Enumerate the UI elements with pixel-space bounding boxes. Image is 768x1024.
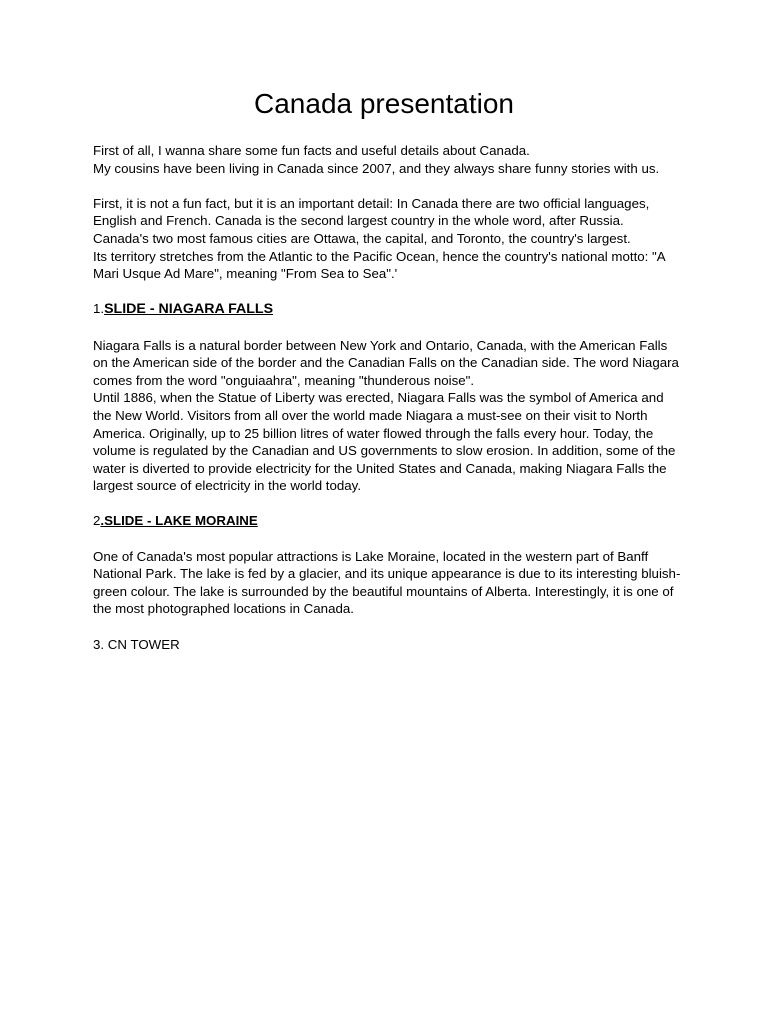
slide-2-label: .SLIDE - LAKE MORAINE (100, 513, 258, 529)
intro-line-1: First of all, I wanna share some fun facts and useful details about Canada. (93, 143, 530, 158)
slide-1-number: 1. (93, 301, 105, 317)
slide-1-heading (93, 300, 683, 319)
paragraph-gap (93, 530, 683, 548)
paragraph-gap (93, 283, 683, 301)
lake-moraine-paragraph: One of Canada's most popular attractions is Lake Moraine, located in the western part of Banff National Park. The lake is fed by a glacier, and its unique appearance is due to its interesting bluish-green colour. The lake is surrounded by the beautiful mountains of Alberta. Interestingly, it is one of the most photographed locations in Canada. (93, 548, 681, 617)
document-title: Canada presentation (254, 88, 514, 119)
paragraph-gap (93, 495, 683, 513)
niagara-paragraph-2: Until 1886, when the Statue of Liberty was erected, Niagara Falls was the symbol of America and the New World. Visitors from all over the world made Niagara a must-see on their visit to North America. Originally, up to 25 billion litres of water flowed through the falls every hour. Today, the volume is regulated by the Canadian and US governments to slow erosion. In addition, some of the water is diverted to provide electricity for the United States and Canada, making Niagara Falls the largest source of electricity in the world today. (93, 390, 676, 494)
slide-2-number: 2 (93, 513, 101, 529)
slide-1-label: SLIDE - NIAGARA FALLS (104, 301, 274, 318)
paragraph-gap (93, 319, 683, 337)
slide-2-heading (93, 512, 683, 530)
niagara-paragraph-1: Niagara Falls is a natural border between New York and Ontario, Canada, with the American Falls on the American side of the border and the Canadian Falls on the Canadian side. The word Niagara comes from the word "onguiaahra", meaning "thunderous noise". (93, 337, 679, 388)
paragraph-gap (93, 618, 683, 636)
slide-3-heading: 3. CN TOWER (93, 636, 180, 652)
paragraph-gap (93, 177, 683, 195)
intro-line-2: My cousins have been living in Canada since 2007, and they always share funny stories with us. (93, 160, 660, 176)
facts-paragraph-2: Its territory stretches from the Atlantic to the Pacific Ocean, hence the country's national motto: "A Mari Usque Ad Mare", meaning "From Sea to Sea".' (93, 248, 665, 282)
facts-paragraph-1: First, it is not a fun fact, but it is an important detail: In Canada there are two official languages, English and French. Canada is the second largest country in the whole word, after Russia. Canada's two most famous cities are Ottawa, the capital, and Toronto, the country's largest. (93, 195, 650, 246)
document-body (93, 142, 683, 653)
